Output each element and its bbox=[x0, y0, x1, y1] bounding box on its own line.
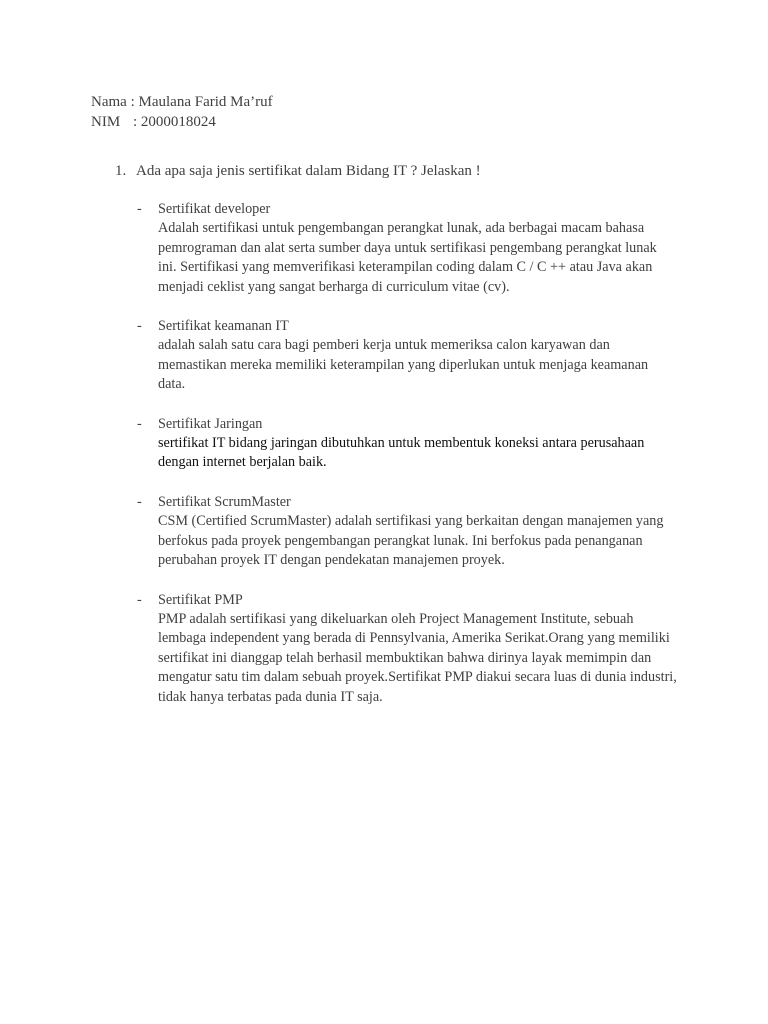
certificate-list bbox=[137, 200, 677, 727]
name-separator: : bbox=[126, 94, 139, 110]
list-item-body bbox=[158, 415, 677, 473]
list-item-body bbox=[158, 317, 677, 395]
list-item-network bbox=[137, 415, 677, 473]
item-description: PMP adalah sertifikasi yang dikeluarkan oleh Project Management Institute, sebuah lembaga independent yang berada di Pennsylvania, Amerika Serikat.Orang yang memiliki sertifikat ini dianggap telah berhasil membuktikan bahwa dirinya layak memimpin dan mengatur satu tim dalam sebuah proyek.Sertifikat PMP diakui secara luas di dunia industri, tidak hanya terbatas pada dunia IT saja. bbox=[158, 610, 677, 705]
nim-value: 2000018024 bbox=[140, 114, 216, 130]
student-header bbox=[91, 92, 273, 132]
item-description: sertifikat IT bidang jaringan dibutuhkan untuk membentuk koneksi antara perusahaan dengan internet berjalan baik. bbox=[158, 435, 645, 471]
nim-separator: : bbox=[133, 114, 141, 130]
list-item-body bbox=[158, 591, 677, 707]
item-title: Sertifikat PMP bbox=[158, 591, 243, 608]
nim-label: NIM bbox=[91, 114, 121, 130]
bullet-dash: - bbox=[137, 318, 142, 335]
question-text: Ada apa saja jenis sertifikat dalam Bidang IT ? Jelaskan ! bbox=[136, 163, 481, 179]
list-item-body bbox=[158, 493, 677, 571]
name-value: Maulana Farid Ma’ruf bbox=[138, 94, 273, 110]
question-1 bbox=[115, 161, 481, 181]
item-title: Sertifikat keamanan IT bbox=[158, 318, 289, 335]
item-description: adalah salah satu cara bagi pemberi kerja untuk memeriksa calon karyawan dan memastikan mereka memiliki keterampilan yang diperlukan untuk menjaga keamanan data. bbox=[158, 337, 649, 393]
item-title: Sertifikat developer bbox=[158, 201, 271, 217]
question-number: 1. bbox=[115, 163, 127, 179]
bullet-dash: - bbox=[137, 591, 142, 608]
item-title: Sertifikat ScrumMaster bbox=[158, 493, 291, 510]
name-line bbox=[91, 92, 273, 112]
list-item-security bbox=[137, 317, 677, 395]
item-description: Adalah sertifikasi untuk pengembangan perangkat lunak, ada berbagai macam bahasa pemrograman dan alat serta sumber daya untuk sertifikasi pengembang perangkat lunak ini. Sertifikasi yang memverifikasi keterampilan coding dalam C / C ++ atau Java akan menjadi ceklist yang sangat berharga di curriculum vitae (cv). bbox=[158, 220, 657, 295]
list-item-developer bbox=[137, 200, 677, 297]
item-description: CSM (Certified ScrumMaster) adalah sertifikasi yang berkaitan dengan manajemen yang berfokus pada proyek pengembangan perangkat lunak. Ini berfokus pada penanganan perubahan proyek IT dengan pendekatan manajemen proyek. bbox=[158, 513, 664, 569]
bullet-dash: - bbox=[137, 493, 142, 510]
list-item-pmp bbox=[137, 591, 677, 707]
bullet-dash: - bbox=[137, 415, 142, 432]
list-item-body bbox=[158, 200, 677, 297]
nim-line bbox=[91, 112, 273, 132]
item-title: Sertifikat Jaringan bbox=[158, 415, 263, 432]
name-label: Nama bbox=[91, 94, 127, 110]
list-item-scrummaster bbox=[137, 493, 677, 571]
bullet-dash: - bbox=[137, 201, 142, 217]
